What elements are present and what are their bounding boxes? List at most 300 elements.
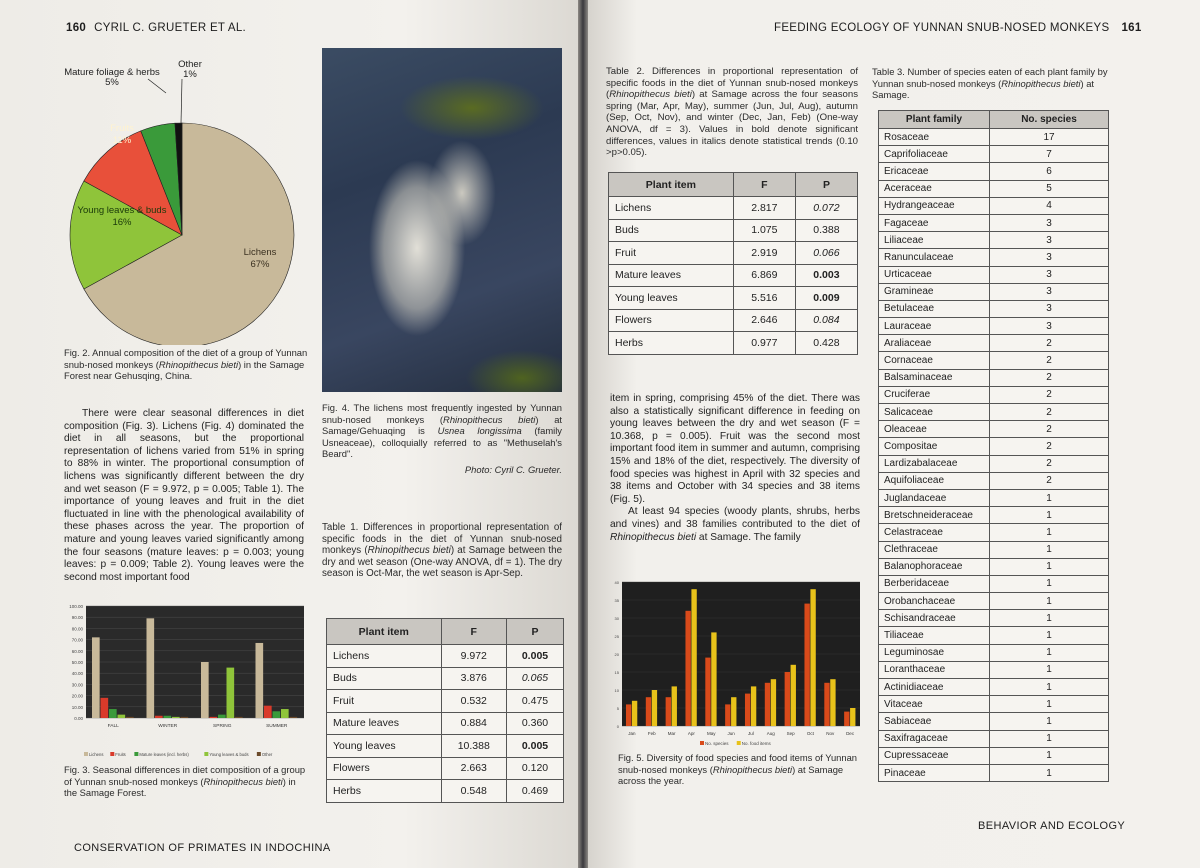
table3-cell-family: Tiliaceae <box>879 627 990 644</box>
bar-lichens-spring <box>201 662 209 718</box>
pie-value-label: 67% <box>250 259 270 270</box>
table3-cell-family: Araliaceae <box>879 335 990 352</box>
legend-swatch <box>737 741 741 745</box>
table3-cell-count: 3 <box>990 214 1109 231</box>
x-tick-label: FALL <box>107 724 119 729</box>
y-tick-label: 30.00 <box>71 682 83 688</box>
table2-cell-f: 2.919 <box>733 242 795 265</box>
fig4-photo-credit: Photo: Cyril C. Grueter. <box>464 463 562 475</box>
table3-row <box>879 163 1109 180</box>
table1 <box>326 618 564 803</box>
fig4-caption-prefix: Fig. 4. The lichens most frequently ingested by Yunnan snub-nosed monkeys ( <box>322 402 562 425</box>
table3-cell-count: 1 <box>990 489 1109 506</box>
table1-cell-f: 10.388 <box>441 735 506 758</box>
table3-cell-family: Gramineae <box>879 283 990 300</box>
table1-cell-item: Mature leaves <box>327 712 442 735</box>
fig4-caption-suffix: (family Usneaceae), colloquially referred to as "Methuselah's Beard". <box>322 425 562 460</box>
table3-row <box>879 249 1109 266</box>
table1-cell-f: 3.876 <box>441 667 506 690</box>
table1-row <box>327 735 564 758</box>
table3-row <box>879 610 1109 627</box>
table3-cell-count: 2 <box>990 438 1109 455</box>
bar-young-leaves-buds-spring <box>227 668 235 718</box>
pie-value-label: 16% <box>112 217 132 228</box>
bar-no-species-jan <box>626 704 631 726</box>
fig2-caption-prefix: Fig. 2. Annual composition of the diet of a group of Yunnan snub-nosed monkeys ( <box>64 347 308 370</box>
table3-row <box>879 541 1109 558</box>
bar-no-species-oct <box>804 604 809 726</box>
table3-cell-family: Caprifoliaceae <box>879 146 990 163</box>
pie-label: Mature foliage & herbs <box>64 67 160 78</box>
table3-cell-count: 2 <box>990 455 1109 472</box>
bar-fruits-winter <box>155 716 163 718</box>
table3-header-family: Plant family <box>879 111 990 129</box>
table3-cell-family: Leguminosae <box>879 644 990 661</box>
table3-cell-family: Schisandraceae <box>879 610 990 627</box>
table3-cell-family: Clethraceae <box>879 541 990 558</box>
table2-header-f: F <box>733 173 795 197</box>
table3-cell-count: 5 <box>990 180 1109 197</box>
table3-row <box>879 730 1109 747</box>
table3-cell-count: 1 <box>990 507 1109 524</box>
table1-header-item: Plant item <box>327 619 442 645</box>
table3-cell-family: Lauraceae <box>879 318 990 335</box>
y-tick-label: 10 <box>614 688 619 693</box>
right-body-paragraph-2-species: Rhinopithecus bieti <box>610 531 697 543</box>
pie-value-label: 5% <box>105 77 119 88</box>
legend-entry: Fruits <box>115 752 126 757</box>
table3-cell-family: Fagaceae <box>879 214 990 231</box>
table3-row <box>879 472 1109 489</box>
table2-row <box>609 264 858 287</box>
y-tick-label: 25 <box>614 634 619 639</box>
table3-cell-family: Aceraceae <box>879 180 990 197</box>
right-body-paragraph-2-suffix: at Samage. The family <box>696 531 801 543</box>
table3-cell-family: Lardizabalaceae <box>879 455 990 472</box>
table3-cell-count: 17 <box>990 129 1109 146</box>
table3-cell-family: Compositae <box>879 438 990 455</box>
left-running-head-author: CYRIL C. GRUETER ET AL. <box>94 22 247 34</box>
fig2-caption-species: Rhinopithecus bieti <box>158 358 239 370</box>
table3-cell-count: 2 <box>990 472 1109 489</box>
fig4-lichen-photo <box>322 48 562 392</box>
table1-cell-item: Herbs <box>327 780 442 803</box>
bar-no-species-mar <box>666 697 671 726</box>
x-tick-label: May <box>706 731 716 736</box>
y-tick-label: 0.00 <box>74 716 83 721</box>
table3-cell-family: Hydrangeaceae <box>879 197 990 214</box>
table3-row <box>879 679 1109 696</box>
table1-cell-item: Young leaves <box>327 735 442 758</box>
x-tick-label: Jul <box>748 731 754 736</box>
x-tick-label: Sep <box>786 731 795 736</box>
left-body-paragraph: There were clear seasonal differences in diet composition (Fig. 3). Lichens (Fig. 4) dominated the diet in all seasons, but the proportional representation of lichens varied from 51% in spring to 88% in winter. The proportional consumption of lichens was significantly different between the dry and wet season (F = 9.972, p = 0.005; Table 1). The importance of young leaves and fruit in the diet fluctuated in line with the phenological availability of these phases across the year. The proportion of mature and young leaves varied significantly among the four seasons (mature leaves: p = 0.003; young leaves: p = 0.009; Table 2). Young leaves were the second most important food <box>64 408 304 583</box>
table3-cell-count: 2 <box>990 352 1109 369</box>
table1-cell-p: 0.360 <box>506 712 563 735</box>
table2-cell-p: 0.066 <box>795 242 857 265</box>
bar-no-food-items-oct <box>810 589 815 726</box>
table1-cell-f: 9.972 <box>441 645 506 668</box>
table3-row <box>879 489 1109 506</box>
pie-label: Fruits <box>110 123 134 134</box>
table3-row <box>879 300 1109 317</box>
legend-swatch <box>134 752 138 756</box>
x-tick-label: Mar <box>667 731 676 736</box>
table2-cell-p: 0.388 <box>795 219 857 242</box>
table3-cell-family: Loranthaceae <box>879 661 990 678</box>
bar-no-food-items-jan <box>632 701 637 726</box>
table1-cell-f: 0.548 <box>441 780 506 803</box>
table3-cell-count: 3 <box>990 318 1109 335</box>
right-running-head <box>774 22 1142 34</box>
table2-header-item: Plant item <box>609 173 734 197</box>
table3-cell-count: 2 <box>990 369 1109 386</box>
fig4-caption-species: Rhinopithecus bieti <box>443 413 536 425</box>
bar-lichens-fall <box>92 637 100 718</box>
y-tick-label: 10.00 <box>71 704 83 710</box>
fig5-caption-species: Rhinopithecus bieti <box>712 763 793 775</box>
table2-cell-p: 0.072 <box>795 197 857 220</box>
bar-no-food-items-aug <box>771 679 776 726</box>
table3-cell-family: Ericaceae <box>879 163 990 180</box>
y-tick-label: 5 <box>616 706 619 711</box>
table1-caption-suffix: ) at Samage between the dry and wet season (One-way ANOVA, df = 1). The dry season is Oct-Mar, the wet season is Apr-Sep. <box>322 545 563 580</box>
fig4-caption-mid: ) at Samage/Gehuaqing is <box>322 413 563 437</box>
pie-label: Young leaves & buds <box>77 205 167 216</box>
bar-no-species-sep <box>785 672 790 726</box>
table3-cell-family: Berberidaceae <box>879 575 990 592</box>
legend-entry: No. food items <box>741 741 771 746</box>
fig2-caption-suffix: ) in the Samage Forest near Gehusqing, China. <box>64 358 305 382</box>
bar-mature-leaves-incl-herbs--fall <box>109 709 117 718</box>
pie-leader-line <box>148 79 166 93</box>
bar-no-food-items-feb <box>652 690 657 726</box>
table3-row <box>879 696 1109 713</box>
table3-caption-species: Rhinopithecus bieti <box>1001 77 1081 89</box>
table3-cell-family: Liliaceae <box>879 232 990 249</box>
bar-no-species-apr <box>685 611 690 726</box>
right-page-number: 161 <box>1121 22 1142 34</box>
table3-row <box>879 352 1109 369</box>
x-tick-label: Nov <box>826 731 835 736</box>
table3-cell-count: 1 <box>990 644 1109 661</box>
table3-cell-count: 3 <box>990 249 1109 266</box>
table3-row <box>879 283 1109 300</box>
table3-cell-count: 1 <box>990 747 1109 764</box>
table3-cell-count: 7 <box>990 146 1109 163</box>
y-tick-label: 20 <box>614 652 619 657</box>
table1-row <box>327 780 564 803</box>
table1-cell-f: 2.663 <box>441 757 506 780</box>
bar-no-species-feb <box>646 697 651 726</box>
bar-young-leaves-buds-winter <box>172 717 180 718</box>
fig3-bar-chart <box>60 600 310 760</box>
fig4-caption <box>322 402 562 476</box>
table1-cell-item: Fruit <box>327 690 442 713</box>
y-tick-label: 60.00 <box>71 648 83 654</box>
table3-row <box>879 593 1109 610</box>
x-tick-label: Jun <box>727 731 735 736</box>
pie-value-label: 1% <box>183 69 197 80</box>
table3-cell-count: 6 <box>990 163 1109 180</box>
table2-cell-item: Buds <box>609 219 734 242</box>
table2-cell-item: Lichens <box>609 197 734 220</box>
table2-cell-f: 0.977 <box>733 332 795 355</box>
x-tick-label: SPRING <box>213 724 232 729</box>
right-body-paragraph-2 <box>610 506 860 544</box>
table3-cell-count: 2 <box>990 404 1109 421</box>
table1-caption <box>322 522 562 580</box>
table3-caption <box>872 66 1117 101</box>
left-running-head <box>66 22 246 34</box>
fig2-caption <box>64 347 309 382</box>
bar-no-species-jun <box>725 704 730 726</box>
table3-row <box>879 386 1109 403</box>
table2-header-p: P <box>795 173 857 197</box>
table3-cell-family: Pinaceae <box>879 764 990 781</box>
legend-entry: Other <box>261 752 273 757</box>
table3-row <box>879 507 1109 524</box>
fig4-caption-lichen: Usnea longissima <box>437 425 522 437</box>
bar-no-food-items-mar <box>672 686 677 726</box>
table3-cell-family: Orobanchaceae <box>879 593 990 610</box>
table2-cell-item: Herbs <box>609 332 734 355</box>
fig3-caption <box>64 764 309 799</box>
table3-row <box>879 404 1109 421</box>
right-body-paragraph-2-prefix: At least 94 species (woody plants, shrubs, herbs and vines) and 38 families contributed to the diet of <box>610 506 860 530</box>
table3-row <box>879 661 1109 678</box>
table3-cell-family: Betulaceae <box>879 300 990 317</box>
table1-cell-f: 0.532 <box>441 690 506 713</box>
x-tick-label: Feb <box>647 731 656 736</box>
left-body-text <box>64 408 304 584</box>
x-tick-label: SUMMER <box>266 724 288 729</box>
table3 <box>878 110 1109 782</box>
table3-row <box>879 713 1109 730</box>
table3-cell-count: 1 <box>990 764 1109 781</box>
legend-swatch <box>110 752 114 756</box>
table1-cell-p: 0.469 <box>506 780 563 803</box>
table3-cell-count: 1 <box>990 713 1109 730</box>
bar-no-species-jul <box>745 694 750 726</box>
x-tick-label: Aug <box>766 731 775 736</box>
table3-caption-prefix: Table 3. Number of species eaten of each plant family by Yunnan snub-nosed monkeys ( <box>872 66 1108 89</box>
right-body-paragraph-1: item in spring, comprising 45% of the diet. There was also a statistically significant difference in feeding on young leaves between the dry and wet season (F = 10.368, p = 0.005). Fruit was the second most important food item in summer and autumn, comprising 15% and 18% of the diet, respectively. The diversity of food species was highest in April with 32 species and 38 items and October with 34 species and 38 items (Fig. 5). <box>610 393 860 505</box>
table1-header-f: F <box>441 619 506 645</box>
y-tick-label: 80.00 <box>71 626 83 632</box>
table3-row <box>879 129 1109 146</box>
y-tick-label: 40.00 <box>71 671 83 677</box>
left-page-number: 160 <box>66 22 87 34</box>
bar-young-leaves-buds-summer <box>281 709 289 718</box>
table2-row <box>609 309 858 332</box>
left-running-foot: CONSERVATION OF PRIMATES IN INDOCHINA <box>74 842 331 854</box>
table3-cell-family: Actinidiaceae <box>879 679 990 696</box>
table2-cell-p: 0.084 <box>795 309 857 332</box>
table1-cell-item: Buds <box>327 667 442 690</box>
table1-cell-p: 0.065 <box>506 667 563 690</box>
table2-cell-item: Mature leaves <box>609 264 734 287</box>
bar-no-species-may <box>705 658 710 726</box>
table2-cell-f: 2.817 <box>733 197 795 220</box>
table3-cell-count: 1 <box>990 661 1109 678</box>
legend-swatch <box>700 741 704 745</box>
x-tick-label: Dec <box>846 731 855 736</box>
table1-row <box>327 667 564 690</box>
bar-no-food-items-dec <box>850 708 855 726</box>
table3-row <box>879 266 1109 283</box>
fig5-bar-chart <box>608 578 864 750</box>
bar-mature-leaves-incl-herbs--spring <box>218 715 226 718</box>
table3-cell-count: 2 <box>990 386 1109 403</box>
table1-caption-species: Rhinopithecus bieti <box>367 545 451 557</box>
bar-lichens-winter <box>146 618 154 718</box>
table3-cell-family: Rosaceae <box>879 129 990 146</box>
bar-young-leaves-buds-fall <box>118 715 126 718</box>
fig3-caption-prefix: Fig. 3. Seasonal differences in diet composition of a group of Yunnan snub-nosed monkeys ( <box>64 764 306 787</box>
table3-row <box>879 747 1109 764</box>
table2-cell-p: 0.428 <box>795 332 857 355</box>
table3-row <box>879 455 1109 472</box>
y-tick-label: 70.00 <box>71 637 83 643</box>
legend-entry: Mature leaves (incl. herbs) <box>139 752 189 757</box>
table3-cell-family: Balsaminaceae <box>879 369 990 386</box>
table2 <box>608 172 858 355</box>
table1-cell-f: 0.884 <box>441 712 506 735</box>
bar-no-species-aug <box>765 683 770 726</box>
bar-no-food-items-apr <box>691 589 696 726</box>
table3-row <box>879 644 1109 661</box>
table3-cell-count: 3 <box>990 266 1109 283</box>
table2-cell-p: 0.009 <box>795 287 857 310</box>
table3-caption-suffix: ) at Samage. <box>872 77 1095 101</box>
x-tick-label: Jan <box>628 731 636 736</box>
table2-cell-item: Flowers <box>609 309 734 332</box>
pie-label: Lichens <box>243 247 277 258</box>
table3-header-count: No. species <box>990 111 1109 129</box>
table3-cell-family: Urticaceae <box>879 266 990 283</box>
book-gutter <box>578 0 588 868</box>
table3-row <box>879 214 1109 231</box>
y-tick-label: 35 <box>614 598 619 603</box>
y-tick-label: 20.00 <box>71 693 83 699</box>
x-tick-label: Oct <box>806 731 814 736</box>
table3-row <box>879 575 1109 592</box>
table3-cell-family: Saxifragaceae <box>879 730 990 747</box>
table3-row <box>879 318 1109 335</box>
table2-row <box>609 197 858 220</box>
table3-cell-family: Sabiaceae <box>879 713 990 730</box>
table3-row <box>879 180 1109 197</box>
bar-lichens-summer <box>255 643 263 718</box>
table3-cell-count: 3 <box>990 232 1109 249</box>
x-tick-label: WINTER <box>158 724 178 729</box>
table1-cell-item: Lichens <box>327 645 442 668</box>
table3-row <box>879 764 1109 781</box>
table2-cell-f: 6.869 <box>733 264 795 287</box>
table2-caption-species: Rhinopithecus bieti <box>609 89 692 101</box>
table1-cell-item: Flowers <box>327 757 442 780</box>
table3-cell-count: 4 <box>990 197 1109 214</box>
bar-no-food-items-sep <box>791 665 796 726</box>
fig2-pie-chart <box>60 55 310 345</box>
table2-row <box>609 219 858 242</box>
legend-entry: Lichens <box>89 752 104 757</box>
table3-cell-family: Juglandaceae <box>879 489 990 506</box>
y-tick-label: 0 <box>616 724 619 729</box>
bar-fruits-spring <box>209 717 217 718</box>
left-page <box>0 0 578 868</box>
bar-other-fall <box>126 717 134 718</box>
table2-cell-item: Fruit <box>609 242 734 265</box>
y-tick-label: 50.00 <box>71 660 83 665</box>
bar-no-food-items-jul <box>751 686 756 726</box>
table3-cell-family: Salicaceae <box>879 404 990 421</box>
table3-row <box>879 335 1109 352</box>
table2-row <box>609 332 858 355</box>
table1-cell-p: 0.475 <box>506 690 563 713</box>
bar-no-species-nov <box>824 683 829 726</box>
right-running-head-title: FEEDING ECOLOGY OF YUNNAN SNUB-NOSED MONKEYS <box>774 22 1110 34</box>
table3-row <box>879 438 1109 455</box>
fig3-caption-species: Rhinopithecus bieti <box>203 775 283 787</box>
table3-cell-family: Vitaceae <box>879 696 990 713</box>
pie-label: Other <box>178 59 202 70</box>
fig3-caption-suffix: ) in the Samage Forest. <box>64 775 296 799</box>
table3-cell-count: 3 <box>990 283 1109 300</box>
table3-row <box>879 558 1109 575</box>
pie-value-label: 11% <box>112 135 132 146</box>
table3-cell-count: 1 <box>990 627 1109 644</box>
bar-no-species-dec <box>844 712 849 726</box>
bar-no-food-items-nov <box>830 679 835 726</box>
bar-other-winter <box>181 717 189 718</box>
y-tick-label: 15 <box>614 670 619 675</box>
table1-row <box>327 690 564 713</box>
table2-cell-f: 2.646 <box>733 309 795 332</box>
table3-cell-count: 1 <box>990 558 1109 575</box>
table3-cell-count: 2 <box>990 421 1109 438</box>
table1-row <box>327 712 564 735</box>
table3-cell-count: 1 <box>990 696 1109 713</box>
table1-caption-prefix: Table 1. Differences in proportional representation of specific foods in the diet of Yunnan snub-nosed monkeys ( <box>322 522 562 557</box>
legend-entry: Young leaves & buds <box>209 752 249 757</box>
table3-cell-family: Bretschneideraceae <box>879 507 990 524</box>
bar-fruits-fall <box>100 698 108 718</box>
legend-entry: No. species <box>705 741 729 746</box>
bar-mature-leaves-incl-herbs--summer <box>272 711 280 718</box>
table2-caption-prefix: Table 2. Differences in proportional representation of specific foods in the diet of Yunnan snub-nosed monkeys ( <box>606 66 858 101</box>
table3-cell-family: Oleaceae <box>879 421 990 438</box>
table3-row <box>879 369 1109 386</box>
table1-header-p: P <box>506 619 563 645</box>
table3-cell-count: 1 <box>990 524 1109 541</box>
table1-row <box>327 757 564 780</box>
table3-row <box>879 421 1109 438</box>
table2-cell-f: 1.075 <box>733 219 795 242</box>
bar-fruits-summer <box>264 706 272 718</box>
table1-cell-p: 0.005 <box>506 645 563 668</box>
right-body-text <box>610 393 860 544</box>
table3-cell-count: 1 <box>990 730 1109 747</box>
bar-no-food-items-may <box>711 632 716 726</box>
table2-row <box>609 287 858 310</box>
legend-swatch <box>257 752 261 756</box>
table3-cell-count: 2 <box>990 335 1109 352</box>
right-running-foot: BEHAVIOR AND ECOLOGY <box>978 820 1126 832</box>
table3-row <box>879 197 1109 214</box>
table3-cell-family: Cupressaceae <box>879 747 990 764</box>
